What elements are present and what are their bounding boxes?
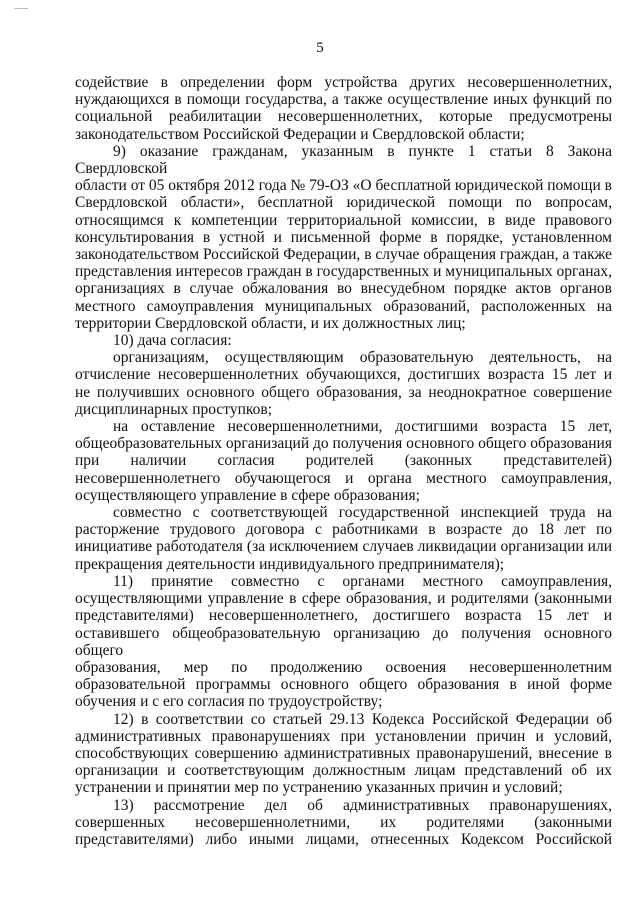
text-line: образовательной программы основного общего образования в иной форме	[75, 676, 612, 694]
text-line: способствующих совершению административных правонарушений, внесение в	[75, 744, 612, 762]
text-line: 9) оказание гражданам, указанным в пункте 1 статьи 8 Закона Свердловской	[75, 142, 612, 178]
text-line: осуществляющими управление в сфере образования, и родителями (законными	[75, 590, 612, 608]
text-line: законодательством Российской Федерации и Свердловской области;	[75, 125, 525, 143]
text-line: административных правонарушениях при установлении причин и условий,	[75, 727, 612, 745]
text-line: содействие в определении форм устройства других несовершеннолетних,	[75, 74, 612, 91]
text-line: несовершеннолетнего обучающегося и органа местного самоуправления,	[75, 469, 612, 487]
text-line: организации и соответствующим должностным лицам представлений об их	[75, 762, 612, 780]
scan-mark	[14, 8, 28, 9]
text-line: 13) рассмотрение дел об административных правонарушениях,	[113, 796, 612, 814]
text-line: законодательством Российской Федерации, в случае обращения граждан, а также	[75, 246, 612, 264]
text-line: нуждающихся в помощи государства, а также осуществление иных функций по	[75, 91, 612, 109]
text-line: обучения и с его согласия по трудоустройству;	[75, 693, 383, 711]
text-line: прекращения деятельности индивидуального предпринимателя);	[75, 555, 505, 573]
text-line: социальной реабилитации несовершеннолетних, которые предусмотрены	[75, 108, 612, 126]
text-line: устранении и принятии мер по устранению указанных причин и условий;	[75, 779, 563, 797]
text-line: местного самоуправления муниципальных образований, расположенных на	[75, 297, 612, 315]
text-line: 11) принятие совместно с органами местного самоуправления,	[113, 572, 612, 590]
text-line: совместно с соответствующей государственной инспекцией труда на	[113, 504, 612, 522]
text-line: образования, мер по продолжению освоения несовершеннолетним	[75, 658, 612, 676]
text-line: 12) в соответствии со статьей 29.13 Кодекса Российской Федерации об	[113, 710, 612, 728]
text-line: отчисление несовершеннолетних обучающихся, достигших возраста 15 лет и	[75, 366, 612, 384]
text-line: общеобразовательных организаций до получения основного общего образования	[75, 435, 612, 453]
text-line: не получивших основного общего образования, за неоднократное совершение	[75, 383, 612, 401]
text-line: области от 05 октября 2012 года № 79-ОЗ «О бесплатной юридической помощи в	[75, 177, 612, 195]
text-line: инициативе работодателя (за исключением случаев ликвидации организации или	[75, 538, 612, 556]
text-line: территории Свердловской области, и их должностных лиц;	[75, 314, 466, 332]
text-line: представителями) либо иными лицами, отнесенных Кодексом Российской	[75, 830, 612, 848]
text-line: консультирования в устной и письменной форме в порядке, установленном	[75, 228, 612, 246]
text-line: совершенных несовершеннолетними, их родителями (законными	[75, 813, 612, 831]
text-line: представления интересов граждан в государственных и муниципальных органах,	[75, 263, 612, 281]
text-line: организациях в случае обжалования во внесудебном порядке актов органов	[75, 280, 612, 298]
text-line: относящимся к компетенции территориальной комиссии, в виде правового	[75, 211, 612, 229]
text-line: дисциплинарных проступков;	[75, 400, 273, 418]
text-line: при наличии согласия родителей (законных представителей)	[75, 452, 612, 470]
text-line: осуществляющего управление в сфере образования;	[75, 486, 420, 504]
text-line: расторжение трудового договора с работниками в возрасте до 18 лет по	[75, 521, 612, 539]
body-text	[75, 74, 612, 848]
text-line: на оставление несовершеннолетними, достигшими возраста 15 лет,	[113, 418, 612, 436]
text-line: представителями) несовершеннолетнего, достигшего возраста 15 лет и	[75, 607, 612, 625]
text-line: организациям, осуществляющим образовательную деятельность, на	[113, 349, 612, 367]
page-number: 5	[316, 40, 324, 56]
text-line: 10) дача согласия:	[113, 332, 232, 350]
text-line: Свердловской области», бесплатной юридической помощи по вопросам,	[75, 194, 612, 212]
text-line: оставившего общеобразовательную организацию до получения основного общего	[75, 624, 612, 659]
